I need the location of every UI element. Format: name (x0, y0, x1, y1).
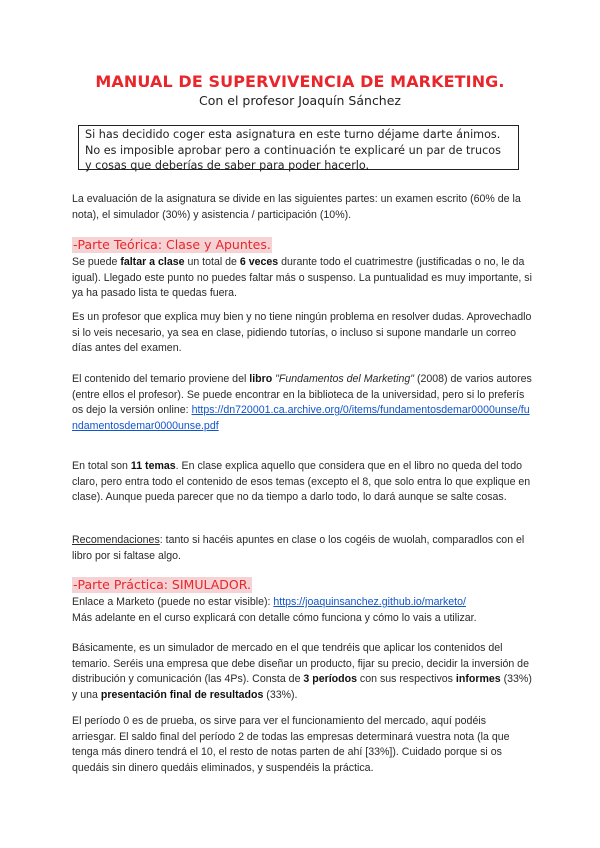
note-line: Si has decidido coger esta asignatura en este turno déjame darte ánimos. (85, 128, 501, 141)
evaluation-paragraph: La evaluación de la asignatura se divide en las siguientes partes: un examen escrito (60% de la nota), el simulador (30%) y asistencia / participación (10%). (72, 193, 521, 221)
note-line: No es imposible aprobar pero a continuación te explicaré un par de trucos (85, 143, 501, 157)
marketo-paragraph: Enlace a Marketo (puede no estar visible): https://joaquinsanchez.github.io/marketo/ Más adelante en el curso explicará con detalle cómo funciona y cómo lo vais a utilizar. (72, 596, 477, 624)
recommendations-paragraph: Recomendaciones: tanto si hacéis apuntes en clase o los cogéis de wuolah, comparadlos con el libro por si faltase algo. (72, 534, 525, 562)
attendance-paragraph: Se puede faltar a clase un total de 6 veces durante todo el cuatrimestre (justificadas o no, le da igual). Llegado este punto no puedes faltar más o suspenso. La puntualidad es muy importante, si ya ha pasado lista te quedas fuera. (72, 256, 532, 300)
topics-paragraph: En total son 11 temas. En clase explica aquello que considera que en el libro no queda del todo claro, pero entra todo el contenido de esos temas (excepto el 8, que solo entra lo que explique en clase). Aunque pueda parecer que no da tiempo a darlo todo, lo dará aunque se salte cosas. (72, 460, 531, 504)
professor-paragraph: Es un profesor que explica muy bien y no tiene ningún problema en resolver dudas. Aprovechadlo si lo veis necesario, ya sea en clase, pidiendo tutorías, o incluso si supone mandarle un correo días antes del examen. (72, 311, 532, 355)
document-title: MANUAL DE SUPERVIVENCIA DE MARKETING. (95, 72, 505, 91)
periods-paragraph: El período 0 es de prueba, os sirve para ver el funcionamiento del mercado, aquí podéis arriesgar. El saldo final del período 2 de todas las empresas determinará vuestra nota (la que tenga más dinero tendrá el 10, el resto de notas parten de ahí [33%]). Cuidado porque si os quedáis sin dinero quedáis eliminados, y suspendéis la práctica. (72, 715, 510, 774)
marketo-link[interactable]: https://joaquinsanchez.github.io/marketo/ (273, 596, 466, 608)
document-subtitle: Con el profesor Joaquín Sánchez (198, 93, 401, 108)
intro-note-box (78, 125, 519, 170)
theory-heading: -Parte Teórica: Clase y Apuntes. (73, 237, 271, 252)
book-pdf-link[interactable]: https://dn720001.ca.archive.org/0/items/fundamentosdemar0000unse/fundamentosdemar0000unse.pdf (72, 404, 530, 432)
book-paragraph: El contenido del temario proviene del libro "Fundamentos del Marketing" (2008) de varios autores (entre ellos el profesor). Se puede encontrar en la biblioteca de la universidad, pero si lo preferís os dejo la versión online: https://dn720001.ca.archive.org/0/items/fundamentosdemar0000unse/fundamentosdemar0000unse.pdf (72, 373, 532, 432)
practice-heading: -Parte Práctica: SIMULADOR. (73, 577, 251, 592)
simulator-paragraph: Básicamente, es un simulador de mercado en el que tendréis que aplicar los contenidos del temario. Seréis una empresa que debe diseñar un producto, fijar su precio, decidir la inversión de distribución y comunicación (las 4Ps). Consta de 3 períodos con sus respectivos informes (33%) y una presentación final de resultados (33%). (72, 642, 532, 701)
note-line: y cosas que deberías de saber para poder hacerlo. (85, 159, 370, 172)
